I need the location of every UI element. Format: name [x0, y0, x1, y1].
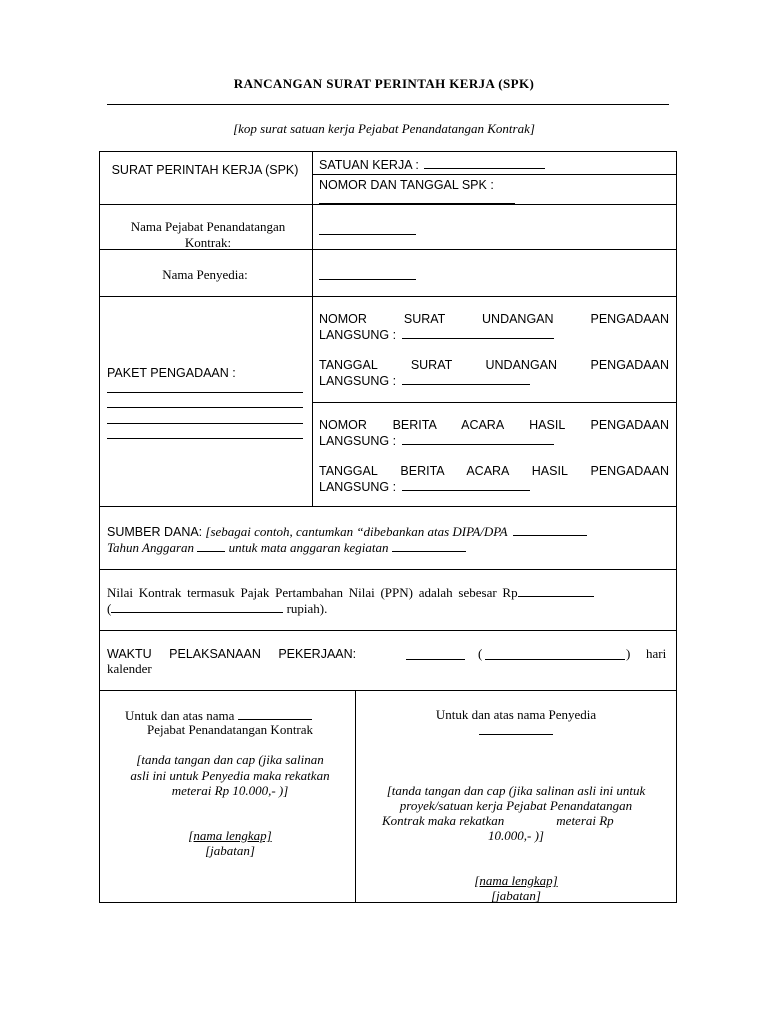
penyedia-blank — [319, 279, 416, 280]
sign-left-note3: meterai Rp 10.000,- )] — [171, 783, 289, 798]
sign-right-note3b: meterai Rp — [556, 813, 614, 828]
letterhead-placeholder: [kop surat satuan kerja Pejabat Penandatangan Kontrak] — [233, 121, 535, 136]
sign-right-note2: proyek/satuan kerja Pejabat Penandatangan — [399, 798, 633, 813]
nilai-rp-blank — [518, 584, 594, 597]
waktu-label: WAKTU PELAKSANAAN PEKERJAAN: — [107, 647, 357, 661]
sign-left-blank — [238, 707, 312, 720]
sumber-dana-note: [sebagai contoh, cantumkan “dibebankan atas DIPA/DPA — [205, 524, 508, 539]
document-title: RANCANGAN SURAT PERINTAH KERJA (SPK) — [233, 76, 535, 91]
sign-left-on-behalf: Untuk dan atas nama — [125, 708, 235, 723]
row-divider — [99, 690, 677, 691]
satuan-kerja-label — [319, 156, 545, 173]
waktu-blank — [406, 659, 465, 660]
sign-left-note2: asli ini untuk Penyedia maka rekatkan — [130, 768, 330, 783]
nomor-ba-line2 — [319, 432, 554, 449]
nomor-tanggal-spk-label: NOMOR DAN TANGGAL SPK : — [319, 178, 494, 192]
row-divider — [99, 630, 677, 631]
nilai-kontrak-line2 — [107, 600, 327, 617]
tanggal-ba-text: LANGSUNG : — [319, 480, 397, 494]
sign-left-note1: [tanda tangan dan cap (jika salinan — [136, 752, 324, 767]
waktu-paren-open: ( — [478, 646, 483, 661]
tanggal-undangan-line1: TANGGAL SURAT UNDANGAN PENGADAAN — [319, 358, 669, 372]
sign-left-name-text: [nama lengkap] — [188, 828, 272, 843]
sign-right-note3 — [382, 813, 614, 829]
sign-right-name-text: [nama lengkap] — [474, 873, 558, 888]
kalender-text: kalender — [107, 661, 152, 676]
waktu-paren-close: ) — [626, 646, 631, 661]
nomor-ba-blank — [402, 432, 554, 445]
row-divider — [99, 569, 677, 570]
column-divider — [355, 690, 356, 903]
nomor-undangan-blank — [402, 326, 554, 339]
paket-line — [107, 438, 303, 439]
paket-line — [107, 407, 303, 408]
nomor-ba-text: LANGSUNG : — [319, 434, 397, 448]
spk-heading: SURAT PERINTAH KERJA (SPK) — [111, 163, 299, 177]
tahun-anggaran-text: Tahun Anggaran — [107, 540, 195, 555]
cell-divider — [312, 402, 677, 403]
cell-divider — [312, 174, 677, 175]
sign-right-name — [360, 873, 672, 889]
terbilang-open: ( — [107, 601, 112, 616]
column-divider — [312, 151, 313, 506]
terbilang-close: rupiah). — [286, 601, 328, 616]
tahun-anggaran-blank — [197, 539, 225, 552]
nomor-undangan-line1: NOMOR SURAT UNDANGAN PENGADAAN — [319, 312, 669, 326]
dipa-blank — [513, 523, 587, 536]
mata-anggaran-blank — [392, 539, 466, 552]
tanggal-ba-blank — [402, 478, 530, 491]
sign-right-note1: [tanda tangan dan cap (jika salinan asli ini untuk — [386, 783, 646, 798]
sign-left-line2: Pejabat Penandatangan Kontrak — [146, 722, 314, 737]
sign-left-position: [jabatan] — [205, 843, 255, 858]
title-divider — [107, 104, 669, 105]
sign-right-note4: 10.000,- )] — [488, 828, 544, 843]
nilai-kontrak-line1 — [107, 584, 669, 601]
sign-right-line1: Untuk dan atas nama Penyedia — [435, 707, 597, 722]
tanggal-undangan-line2 — [319, 372, 530, 389]
nomor-tanggal-spk-blank — [319, 203, 515, 204]
sign-left-name — [110, 828, 350, 844]
pejabat-label: Nama Pejabat Penandatangan Kontrak: — [130, 219, 286, 250]
nilai-kontrak-text: Nilai Kontrak termasuk Pajak Pertambahan Nilai (PPN) adalah sebesar Rp — [107, 585, 518, 600]
tanggal-ba-line2 — [319, 478, 530, 495]
paket-line — [107, 423, 303, 424]
satuan-kerja-text: SATUAN KERJA : — [319, 158, 419, 172]
sign-right-blank — [479, 734, 553, 735]
nomor-undangan-text: LANGSUNG : — [319, 328, 397, 342]
hari-text: hari — [646, 646, 667, 661]
sumber-dana-label: SUMBER DANA: — [107, 525, 203, 539]
sign-right-position: [jabatan] — [491, 888, 541, 903]
row-divider — [99, 296, 677, 297]
tanggal-undangan-blank — [402, 372, 530, 385]
tanggal-undangan-text: LANGSUNG : — [319, 374, 397, 388]
nomor-ba-line1: NOMOR BERITA ACARA HASIL PENGADAAN — [319, 418, 669, 432]
sumber-dana-line2 — [107, 539, 466, 556]
mata-anggaran-text: untuk mata anggaran kegiatan — [228, 540, 389, 555]
sign-right-note3a: Kontrak maka rekatkan — [382, 813, 505, 828]
tanggal-ba-line1: TANGGAL BERITA ACARA HASIL PENGADAAN — [319, 464, 669, 478]
paket-line — [107, 392, 303, 393]
terbilang-blank — [111, 600, 283, 613]
penyedia-label: Nama Penyedia: — [162, 267, 248, 282]
sumber-dana-line1 — [107, 523, 669, 540]
satuan-kerja-blank — [424, 156, 545, 169]
waktu-terbilang-blank — [485, 659, 625, 660]
pejabat-blank — [319, 234, 416, 235]
nomor-undangan-line2 — [319, 326, 554, 343]
row-divider — [99, 204, 677, 205]
row-divider — [99, 506, 677, 507]
paket-pengadaan-label: PAKET PENGADAAN : — [107, 366, 236, 380]
